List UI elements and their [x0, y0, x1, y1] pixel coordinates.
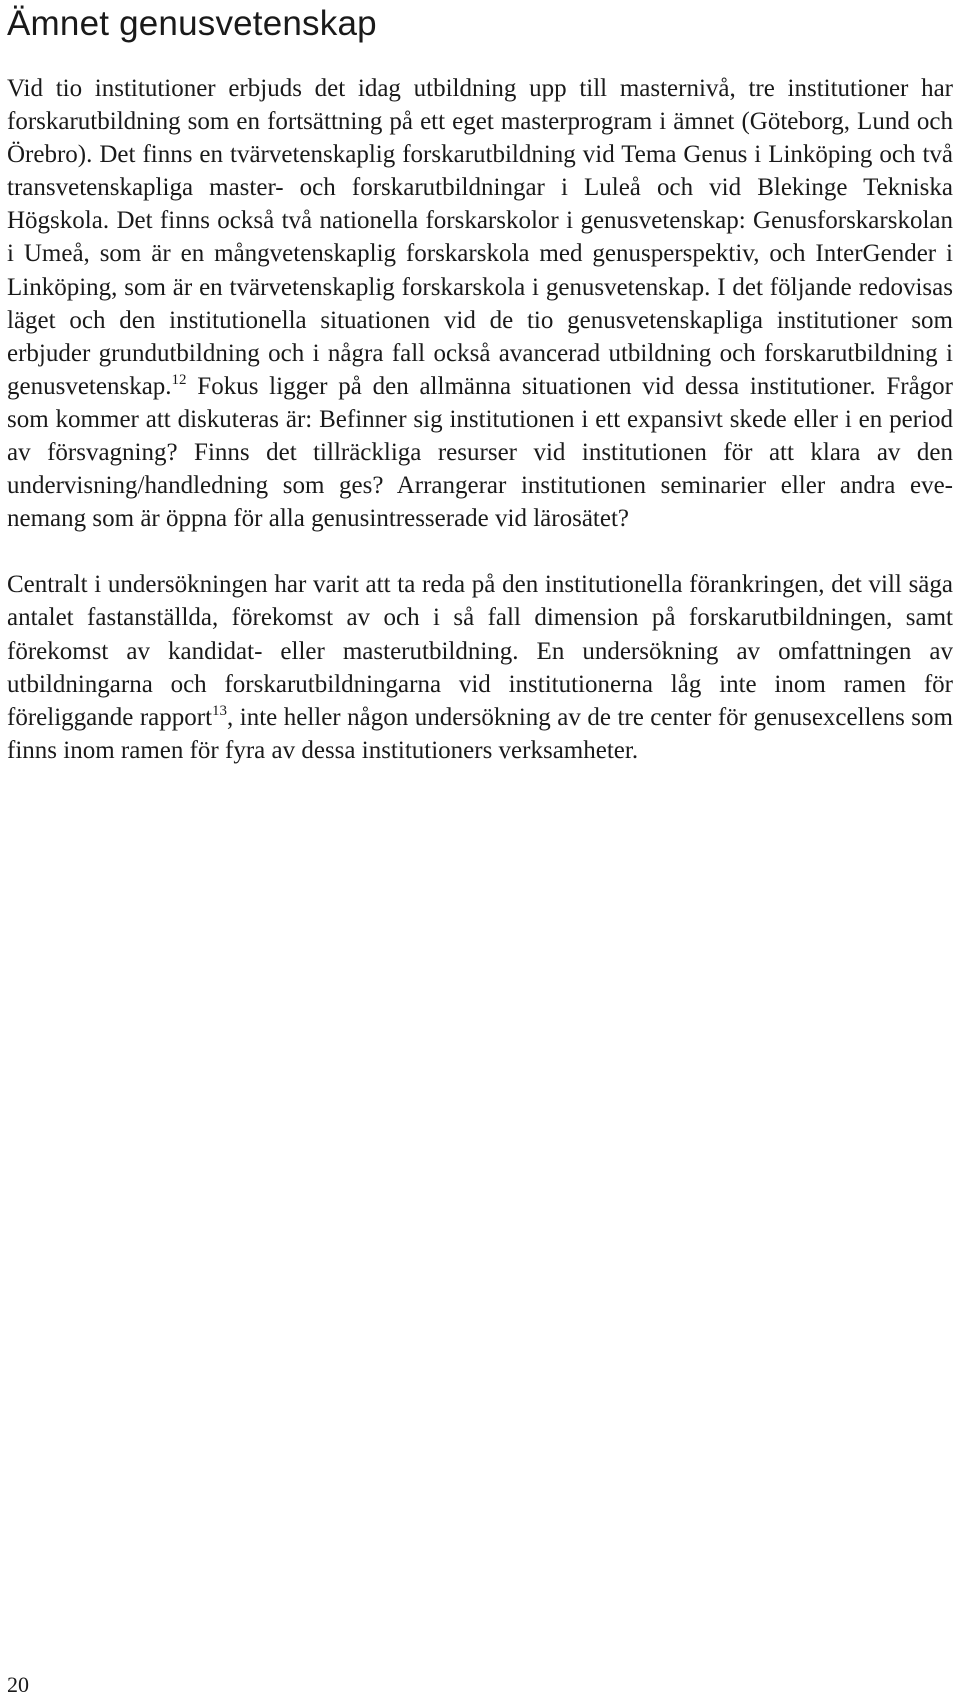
- footnote-ref-12: 12: [171, 371, 187, 388]
- paragraph-1-text: Vid tio institutioner erbjuds det idag utbildning upp till masternivå, tre institutioner har forskarutbildning som en fortsättning på ett eget masterprogram i ämnet (Göteborg, Lund och Örebro). Det finns en tvärvetenskaplig forskarutbildning vid Tema Genus i Linköping och två transvetenskapliga master- och forskarutbildningar i Luleå och vid Blekinge Tekniska Högskola. Det finns också två nationella forskarskolor i genusvetenskap: Genusforskarskolan i Umeå, som är en mångvetenskaplig forskarskola med genusperspektiv, och InterGender i Linköping, som är en tvärvetenskaplig forskarskola i genusvetenskap. I det följande redovisas läget och den institutionella situationen vid de tio genusvetenskapliga institutioner som erbjuder grundutbildning och i några fall också avancerad utbildning och forskarutbildning i genusvetenskap.: [7, 75, 953, 400]
- document-page: [7, 0, 953, 767]
- paragraph-2-text: Centralt i undersökningen har varit att ta reda på den institutionella förankringen, det vill säga antalet fastanställda, förekomst av och i så fall dimension på forskarutbildningen, samt förekomst av kandidat- eller masterutbildning. En undersökning av omfattningen av utbildningarna och forskarutbildningarna vid institutionerna låg inte inom ramen för föreliggande rapport: [7, 571, 953, 731]
- paragraph-1-text-continued: Fokus ligger på den allmänna situationen vid dessa institutioner. Frågor som kommer att diskuteras är: Befinner sig institutionen i ett expansivt skede eller i en period av försvagning? Finns det tillräckliga resurser vid institutionen för att klara av den undervisning/​handledning som ges? Arrangerar institutionen seminarier eller andra evenemang som är öppna för alla genusintresserade vid lärosätet?: [7, 372, 953, 533]
- paragraph-2-text-continued: , inte heller någon undersökning av de tre center för genusexcellens som finns inom ramen för fyra av dessa institutioners verksamheter.: [7, 703, 953, 764]
- page-number: 20: [7, 1672, 29, 1697]
- section-heading: Ämnet genusvetenskap: [7, 4, 377, 43]
- paragraph-1: [7, 72, 953, 535]
- footnote-ref-13: 13: [212, 702, 228, 719]
- paragraph-2: [7, 568, 953, 767]
